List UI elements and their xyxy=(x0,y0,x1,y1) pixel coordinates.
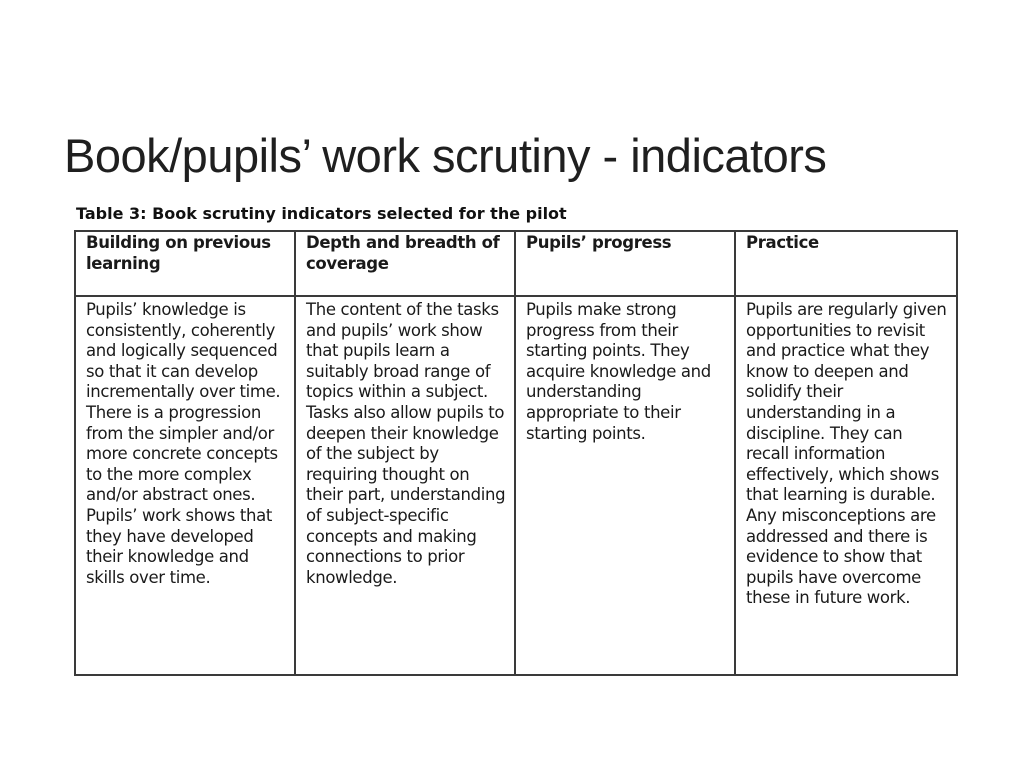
cell-depth-and-breadth-of-coverage xyxy=(295,296,515,675)
cell-text: The content of the tasks and pupils’ work show that pupils learn a suitably broad range of topics within a subject. Tasks also allow pupils to deepen their knowledge of the subject by requiring thought on their part, understanding of subject-specific concepts and making connections to prior knowledge. xyxy=(306,300,506,587)
header-row xyxy=(75,231,957,296)
header-pupils-progress xyxy=(515,231,735,296)
header-label: Practice xyxy=(746,233,819,252)
header-label: Building on previous learning xyxy=(86,233,271,273)
cell-practice xyxy=(735,296,957,675)
header-practice xyxy=(735,231,957,296)
cell-text: Pupils’ knowledge is consistently, coherently and logically sequenced so that it can develop incrementally over time. There is a progression from the simpler and/or more concrete concepts to the more complex and/or abstract ones. Pupils’ work shows that they have developed their knowledge and skills over time. xyxy=(86,300,281,587)
header-building-on-previous-learning xyxy=(75,231,295,296)
slide-title: Book/pupils’ work scrutiny - indicators xyxy=(64,129,827,182)
header-label: Depth and breadth of coverage xyxy=(306,233,500,273)
indicators-table xyxy=(74,230,958,676)
cell-text: Pupils make strong progress from their starting points. They acquire knowledge and understanding appropriate to their starting points. xyxy=(526,300,711,443)
header-depth-and-breadth-of-coverage xyxy=(295,231,515,296)
cell-building-on-previous-learning xyxy=(75,296,295,675)
cell-pupils-progress xyxy=(515,296,735,675)
cell-text: Pupils are regularly given opportunities to revisit and practice what they know to deepen and solidify their understanding in a discipline. They can recall information effectively, which shows that learning is durable. Any misconceptions are addressed and there is evidence to show that pupils have overcome these in future work. xyxy=(746,300,947,608)
header-label: Pupils’ progress xyxy=(526,233,672,252)
table-row xyxy=(75,296,957,675)
table-caption: Table 3: Book scrutiny indicators selected for the pilot xyxy=(76,204,567,223)
